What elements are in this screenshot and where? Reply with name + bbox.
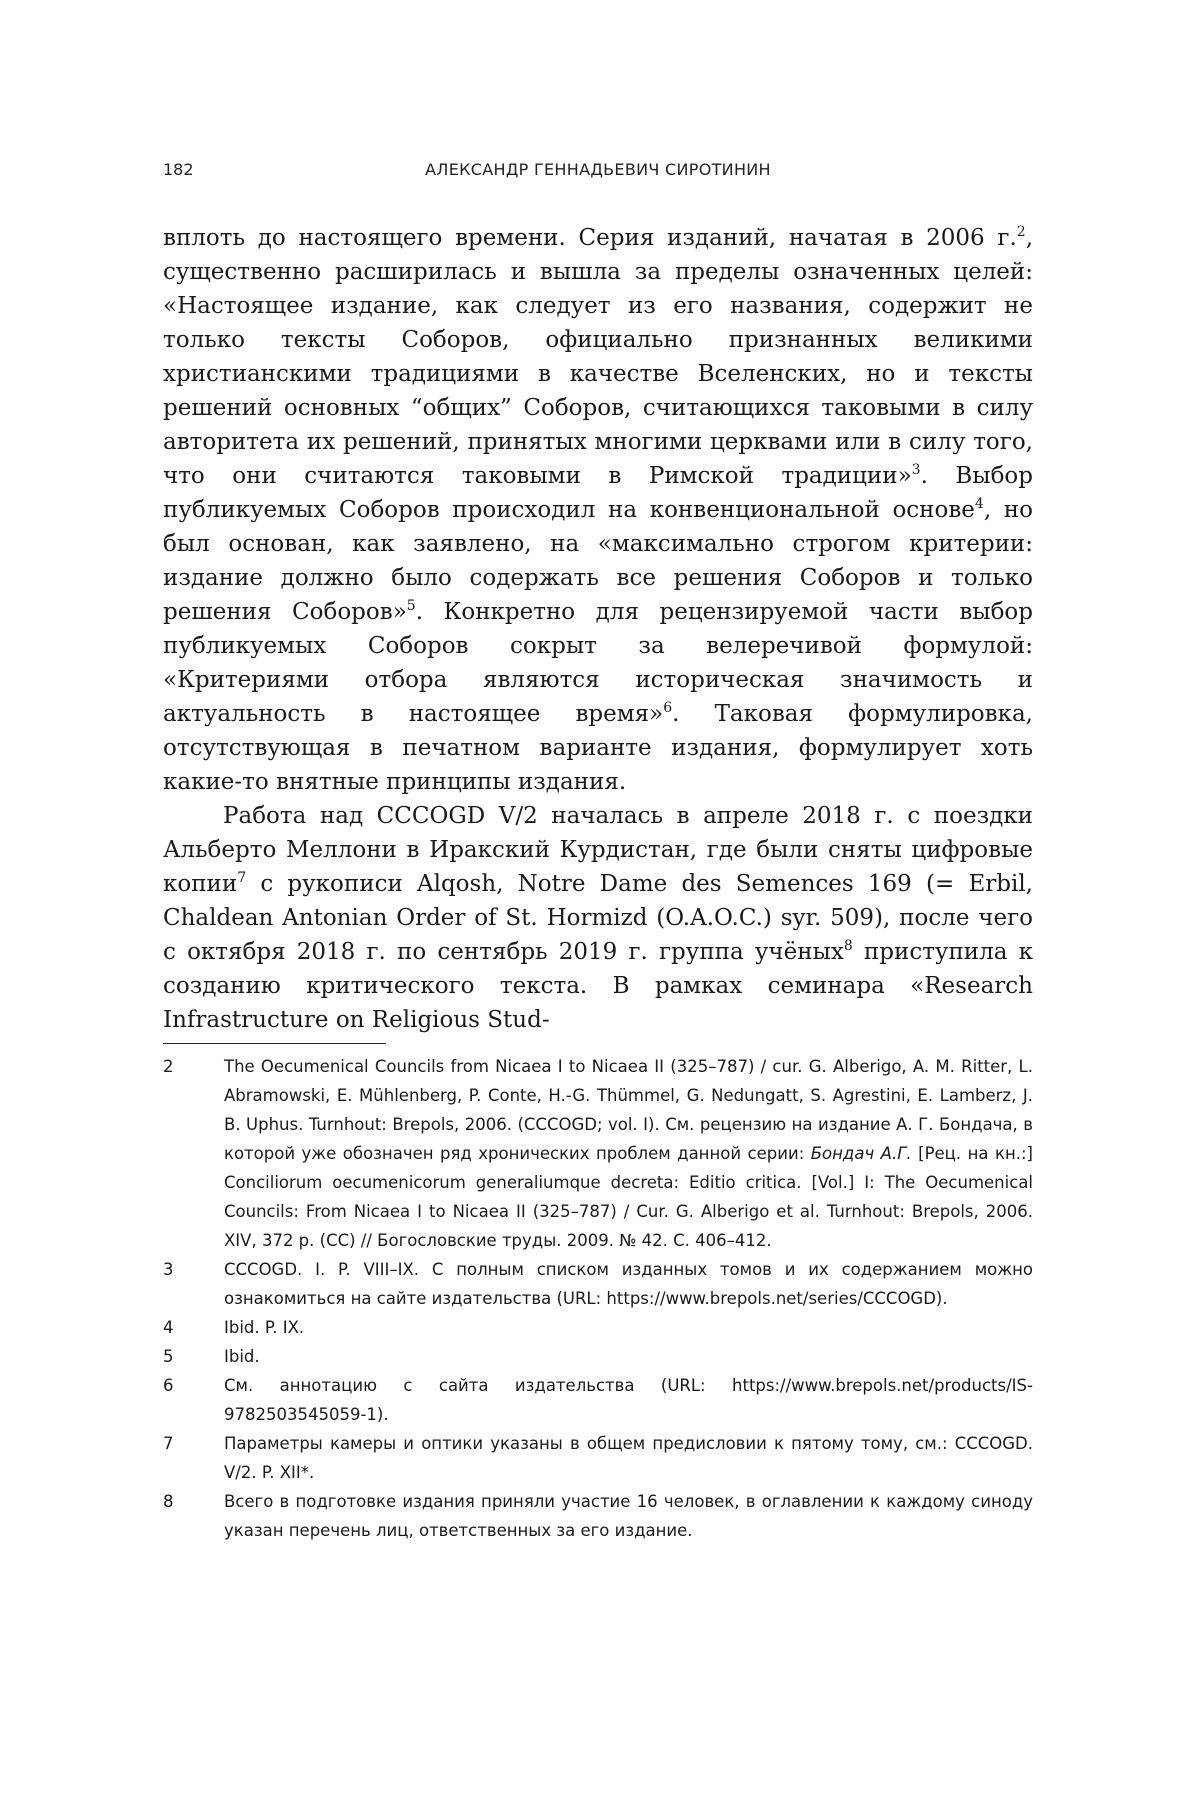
footnote-text: CCCOGD. I. P. VIII–IX. С полным списком изданных томов и их содержанием можно ознакомиться на сайте издательства (URL: https://www.brepols.net/series/CCCOGD). — [224, 1260, 1033, 1308]
text-segment: . Выбор публикуемых Соборов происходил на конвенциональной основе — [163, 463, 1033, 523]
main-text — [163, 221, 1033, 1037]
footnote-number: 8 — [163, 1492, 174, 1511]
text-segment: вплоть до настоящего времени. Серия изданий, начатая в 2006 г. — [163, 225, 1017, 251]
text-segment: . Конкретно для рецензируемой части выбор публикуемых Соборов сокрыт за велеречивой формулой: «Критериями отбора являются историческая значимость и актуальность в настоящее время» — [163, 599, 1033, 727]
footnote-number: 4 — [163, 1318, 174, 1337]
footnote-number: 3 — [163, 1260, 174, 1279]
running-head-author: АЛЕКСАНДР ГЕННАДЬЕВИЧ СИРОТИНИН — [425, 160, 771, 179]
footnote-text-segment: The Oecumenical Councils from Nicaea I to Nicaea II (325–787) / cur. G. Alberigo, A. M. Ritter, L. Abramowski, E. Mühlenberg, P. Conte, H.-G. Thümmel, G. Nedungatt, S. Agrestini, E. Lamberz, J. B. Uphus. Turnhout: Brepols, 2006. (CCCOGD; vol. I). См. рецензию на издание А. Г. Бондача, в которой уже обозначен ряд хронических проблем данной серии: — [224, 1057, 1033, 1163]
footnotes — [163, 1052, 1033, 1545]
footnote-ref[interactable]: 2 — [1016, 224, 1026, 240]
footnote-text: Ibid. — [224, 1347, 260, 1366]
footnote-ref[interactable]: 5 — [406, 598, 416, 614]
footnote-text: Параметры камеры и оптики указаны в общем предисловии к пятому тому, см.: CCCOGD. V/2. P. XII*. — [224, 1434, 1033, 1482]
footnote-number: 5 — [163, 1347, 174, 1366]
footnote-text — [224, 1052, 1033, 1255]
footnote-text-segment: [Рец. на кн.:] Conciliorum oecumenicorum generaliumque decreta: Editio critica. [Vol.] I: The Oecumenical Councils: From Nicaea I to Nicaea II (325–787) / Cur. G. Alberigo et al. Turnhout: Brepols, 2006. XIV, 372 p. (CC) // Богословские труды. 2009. № 42. С. 406–412. — [224, 1144, 1033, 1250]
footnote-number: 7 — [163, 1434, 174, 1453]
paragraph-2 — [163, 799, 1033, 1037]
text-segment: , но был основан, как заявлено, на «максимально строгом критерии: издание должно было содержать все решения Соборов и только решения Соборов» — [163, 497, 1033, 625]
footnote-ref[interactable]: 7 — [237, 870, 247, 886]
running-head — [163, 160, 1033, 184]
page-number: 182 — [163, 160, 194, 179]
footnote — [163, 1487, 1033, 1545]
footnote-ref[interactable]: 4 — [974, 496, 984, 512]
footnote — [163, 1371, 1033, 1429]
footnote — [163, 1052, 1033, 1255]
text-segment: Работа над CCCOGD V/2 началась в апреле 2018 г. с поездки Альберто Меллони в Иракский Курдистан, где были сняты цифровые копии — [163, 803, 1033, 897]
footnote-separator — [163, 1043, 386, 1044]
footnote — [163, 1342, 1033, 1371]
text-segment: с рукописи Alqosh, Notre Dame des Semences 169 (= Erbil, Chaldean Antonian Order of St. Hormizd (O.A.O.C.) syr. 509), после чего с октября 2018 г. по сентябрь 2019 г. группа учёных — [163, 871, 1033, 965]
footnote — [163, 1255, 1033, 1313]
footnote-ref[interactable]: 3 — [911, 462, 921, 478]
footnote-text: Ibid. P. IX. — [224, 1318, 305, 1337]
paragraph-1 — [163, 221, 1033, 799]
footnote-text: Всего в подготовке издания приняли участие 16 человек, в оглавлении к каждому синоду указан перечень лиц, ответственных за его издание. — [224, 1492, 1033, 1540]
footnote-ref[interactable]: 8 — [843, 938, 853, 954]
footnote-number: 6 — [163, 1376, 174, 1395]
text-segment: приступила к созданию критического текста. В рамках семинара «Research Infrastructure on Religious Stud- — [163, 939, 1033, 1033]
footnote — [163, 1429, 1033, 1487]
text-segment: . Таковая формулировка, отсутствующая в печатном варианте издания, формулирует хоть какие-то внятные принципы издания. — [163, 701, 1033, 795]
footnote-italic-author: Бондач А.Г. — [810, 1144, 912, 1163]
footnote-number: 2 — [163, 1057, 174, 1076]
footnote-ref[interactable]: 6 — [663, 700, 673, 716]
text-segment: , существенно расширилась и вышла за пределы означенных целей: «Настоящее издание, как следует из его названия, содержит не только тексты Соборов, официально признанных великими христианскими традициями в качестве Вселенских, но и тексты решений основных “общих” Соборов, считающихся таковыми в силу авторитета их решений, принятых многими церквами или в силу того, что они считаются таковыми в Римской традиции» — [163, 225, 1033, 489]
footnote — [163, 1313, 1033, 1342]
footnote-text: См. аннотацию с сайта издательства (URL: https://www.brepols.net/products/IS9782503545059-1). — [224, 1376, 1033, 1424]
